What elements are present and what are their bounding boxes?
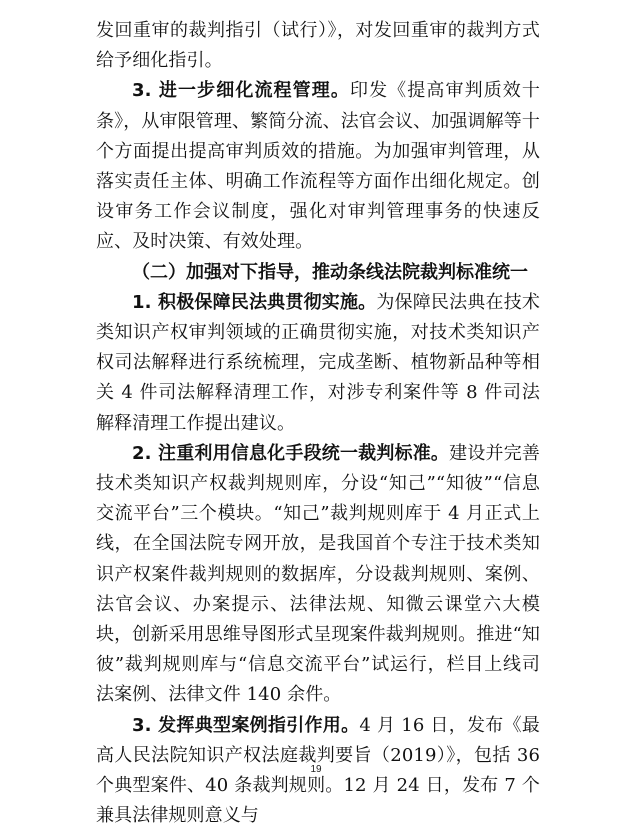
document-body: [96, 16, 540, 831]
paragraph-body-text: 为保障民法典在技术类知识产权审判领域的正确贯彻实施，对技术类知识产权司法解释进行系统梳理，完成垄断、植物新品种等相关 4 件司法解释清理工作，对涉专利案件等 8 件司法解释清理工作提出建议。: [96, 291, 540, 434]
paragraph-process-management: [96, 76, 540, 257]
paragraph-body-text: 印发《提高审判质效十条》，从审限管理、繁简分流、法官会议、加强调解等十个方面提出提高审判质效的措施。为加强审判管理，从落实责任主体、明确工作流程等方面作出细化规定。创设审务工作会议制度，强化对审判管理事务的快速反应、及时决策、有效处理。: [96, 80, 540, 253]
paragraph-continuation-text: 发回重审的裁判指引（试行）》，对发回重审的裁判方式给予细化指引。: [96, 20, 540, 72]
paragraph-lead-heading: 2. 注重利用信息化手段统一裁判标准。: [132, 442, 450, 464]
paragraph-body-text: 4 月 16 日，发布《最高人民法院知识产权法庭裁判要旨（2019）》，包括 36 个典型案件、40 条裁判规则。12 月 24 日，发布 7 个兼具法律规则意义与: [96, 714, 541, 827]
section-heading: （二）加强对下指导，推动条线法院裁判标准统一: [132, 261, 528, 283]
paragraph-body-text: 建设并完善技术类知识产权裁判规则库，分设“知己”“知彼”“信息交流平台”三个模块。“知己”裁判规则库于 4 月正式上线，在全国法院专网开放，是我国首个专注于技术类知识产权案件裁判规则的数据库，分设裁判规则、案例、法官会议、办案提示、法律法规、知微云课堂六大模块，创新采用思维导图形式呈现案件裁判规则。推进“知彼”裁判规则库与“信息交流平台”试运行，栏目上线司法案例、法律文件 140 余件。: [96, 442, 540, 706]
paragraph-continuation: [96, 16, 540, 76]
paragraph-civil-code: [96, 288, 540, 439]
page-number: 19: [310, 764, 322, 775]
paragraph-lead-heading: 1. 积极保障民法典贯彻实施。: [132, 291, 377, 313]
paragraph-informatization: [96, 439, 540, 711]
paragraph-lead-heading: 3. 进一步细化流程管理。: [132, 80, 350, 102]
paragraph-lead-heading: 3. 发挥典型案例指引作用。: [132, 714, 360, 736]
